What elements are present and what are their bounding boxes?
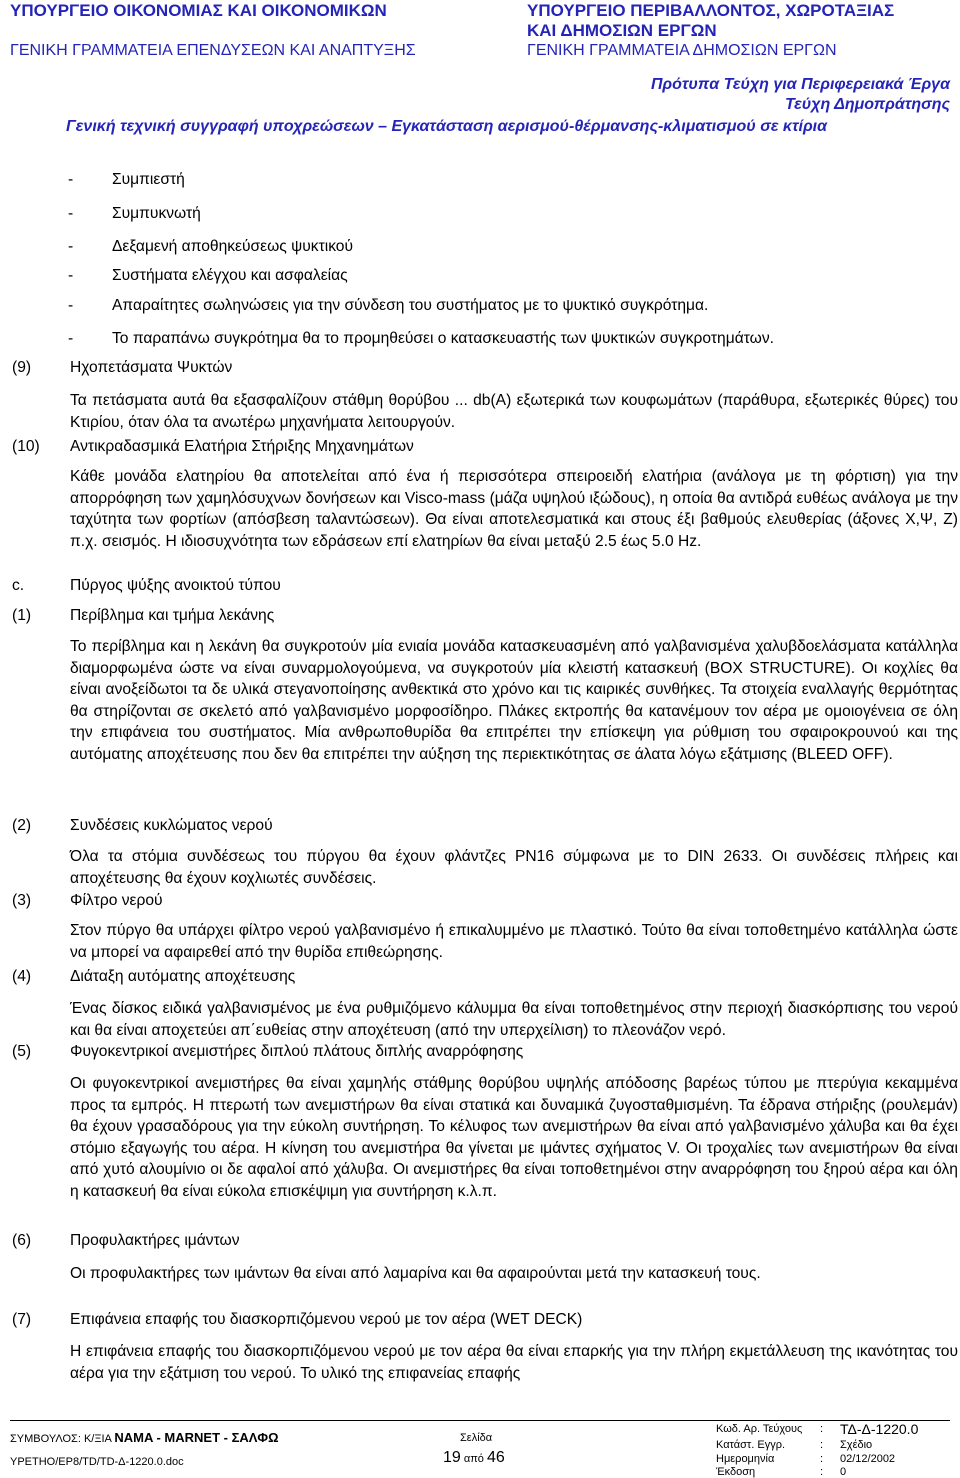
footer-page-current: 19: [443, 1449, 461, 1466]
section-body: Κάθε μονάδα ελατηρίου θα αποτελείται από ένα ή περισσότερα σπειροειδή ελατήρια (ανάλογα με τη φόρτιση) για την απορρόφηση των χαμηλόσυχνων δονήσεων και Visco-mass (μάζα υψηλού ιξώδους), η οποία θα αντιδρά ευθέως ανάλογα με την ταχύτητα των φορτίων (απόσβεση ταλαντώσεων). Θα είναι αποτελεσματικά και στους έξι βαθμούς ελευθερίας (άξονες Χ,Ψ, Ζ) π.χ. σεισμός. Η ιδιοσυχνότητα των εδράσεων επί ελατηρίων θα είναι μεταξύ 2.5 έως 5.0 Hz.: [70, 468, 958, 550]
footer-doc-file: ΥΡΕΤΗΟ/ΕΡ8/TD/TD-Δ-1220.0.doc: [10, 1456, 184, 1468]
dash-bullet: -: [68, 238, 74, 255]
section-title: Διάταξη αυτόματης αποχέτευσης: [70, 968, 296, 985]
footer-advisor-label: ΣΥΜΒΟΥΛΟΣ: Κ/ΞΙΑ: [10, 1433, 112, 1445]
section-number: (5): [12, 1043, 32, 1060]
section-number: (4): [12, 968, 32, 985]
section-title: Αντικραδασμικά Ελατήρια Στήριξης Μηχανημάτων: [70, 438, 414, 455]
dash-item: Απαραίτητες σωληνώσεις για την σύνδεση του συστήματος με το ψυκτικό συγκρότημα.: [112, 297, 709, 314]
footer-page-of: από: [463, 1453, 484, 1465]
section-body: Η επιφάνεια επαφής του διασκορπιζόμενου νερού με τον αέρα θα είναι επαρκής για την πλήρη εκμετάλλευση της ικανότητας του αέρα για την εξάτμιση του νερού. Το υλικό της επιφανείας επαφής: [70, 1343, 958, 1382]
footer-page-number: [443, 1449, 505, 1467]
dash-item: Συστήματα ελέγχου και ασφαλείας: [112, 267, 348, 284]
dash-item: Συμπιεστή: [112, 171, 185, 188]
footer-advisor-name: NAMA - MARNET - ΣΑΛΦΩ: [114, 1430, 279, 1445]
section-body: Οι προφυλακτήρες των ιμάντων θα είναι από λαμαρίνα και θα αφαιρούνται μετά την κατασκευή τους.: [70, 1265, 761, 1282]
section-body: Τα πετάσματα αυτά θα εξασφαλίζουν στάθμη θορύβου ... db(A) εξωτερικά των κουφωμάτων (παράθυρα, εξωτερικές θύρες) του Κτιρίου, όταν όλα τα ανωτέρω μηχανήματα λειτουργούν.: [70, 392, 958, 431]
section-body: Όλα τα στόμια συνδέσεως του πύργου θα έχουν φλάντζες PN16 σύμφωνα με το DIN 2633. Οι συνδέσεις πλήρεις και αποχέτευσης θα έχουν κοχλιωτές συνδέσεις.: [70, 848, 958, 887]
footer-meta-label: Έκδοση: [716, 1466, 756, 1478]
footer-meta-label: Κατάστ. Εγγρ.: [716, 1439, 786, 1451]
section-number: (3): [12, 892, 32, 909]
section-title: Φίλτρο νερού: [70, 892, 163, 909]
footer-meta-value: 0: [840, 1466, 847, 1478]
section-title: Πύργος ψύξης ανοικτού τύπου: [70, 577, 281, 594]
footer-page-total: 46: [487, 1449, 505, 1466]
footer-meta-value: ΤΔ-Δ-1220.0: [840, 1421, 919, 1437]
section-number: c.: [12, 577, 25, 594]
dash-bullet: -: [68, 297, 74, 314]
footer-divider: [10, 1420, 950, 1421]
dash-item: Δεξαμενή αποθηκεύσεως ψυκτικού: [112, 238, 354, 255]
footer-meta-separator: :: [820, 1423, 824, 1435]
header-ministry-left: ΥΠΟΥΡΓΕΙΟ ΟΙΚΟΝΟΜΙΑΣ ΚΑΙ ΟΙΚΟΝΟΜΙΚΩΝ: [10, 1, 387, 20]
header-document-title: Γενική τεχνική συγγραφή υποχρεώσεων – Εγκατάσταση αερισμού-θέρμανσης-κλιματισμού σε κτίρια: [66, 118, 828, 135]
footer-meta-value: 02/12/2002: [840, 1453, 896, 1465]
section-number: (9): [12, 359, 32, 376]
header-secretariat-left: ΓΕΝΙΚΗ ΓΡΑΜΜΑΤΕΙΑ ΕΠΕΝΔΥΣΕΩΝ ΚΑΙ ΑΝΑΠΤΥΞΗΣ: [10, 42, 416, 59]
section-body: Το περίβλημα και η λεκάνη θα συγκροτούν μία ενιαία μονάδα κατασκευασμένη από γαλβανισμένα χαλυβδοελάσματα κατάλληλα διαμορφωμένα ώστε να είναι συναρμολογούμενα, να συγκροτούν μία κλειστή κατασκευή (BOX STRUCTURE). Οι κοχλίες θα είναι ανοξείδωτοι τα δε υλικά στεγανοποίησης ανθεκτικά στο χρόνο και τις καιρικές συνθήκες. Τα στοιχεία εναλλαγής θερμότητας θα στηρίζονται σε σκελετό από γαλβανισμένο μορφοσίδηρο. Πλάκες εκτροπής θα κατανέμουν τον αέρα με ομοιογένεια σε όλη την επιφάνεια του συστήματος. Μία ανθρωποθυρίδα θα επιτρέπει την επίσκεψη για ρύθμιση του σφαιροκρουνού και της αυτόματης αποχέτευσης που δεν θα επιτρέπει την αύξηση της περιεκτικότητας σε άλατα λόγω εξάτμισης (BLEED OFF).: [70, 638, 958, 763]
footer-meta-separator: :: [820, 1453, 824, 1465]
header-ministry-right-line1: ΥΠΟΥΡΓΕΙΟ ΠΕΡΙΒΑΛΛΟΝΤΟΣ, ΧΩΡΟΤΑΞΙΑΣ: [527, 1, 895, 20]
dash-bullet: -: [68, 330, 74, 347]
section-body: Ένας δίσκος ειδικά γαλβανισμένος με ένα ρυθμιζόμενο κάλυμμα θα είναι τοποθετημένος στην περιοχή διασκόρπισης του νερού και θα είναι αποχετεύει απ΄ευθείας στην αποχέτευση (από την υπερχείλιση) το πλεονάζον νερό.: [70, 1000, 958, 1039]
section-body: Στον πύργο θα υπάρχει φίλτρο νερού γαλβανισμένο ή επικαλυμμένο με πλαστικό. Τούτο θα είναι τοποθετημένο κατάλληλα ώστε να μπορεί να αφαιρεθεί από την θυρίδα επιθεώρησης.: [70, 922, 958, 961]
footer-meta-value: Σχέδιο: [840, 1439, 873, 1451]
footer-meta-label: Ημερομηνία: [716, 1453, 775, 1465]
section-number: (7): [12, 1311, 32, 1328]
section-title: Προφυλακτήρες ιμάντων: [70, 1232, 240, 1249]
header-ministry-right-line2: ΚΑΙ ΔΗΜΟΣΙΩΝ ΕΡΓΩΝ: [527, 21, 717, 40]
footer-meta-separator: :: [820, 1439, 824, 1451]
section-title: Ηχοπετάσματα Ψυκτών: [70, 359, 233, 376]
section-number: (10): [12, 438, 40, 455]
section-number: (6): [12, 1232, 32, 1249]
section-title: Φυγοκεντρικοί ανεμιστήρες διπλού πλάτους διπλής αναρρόφησης: [70, 1043, 524, 1060]
footer-page-label: Σελίδα: [460, 1432, 493, 1444]
dash-bullet: -: [68, 205, 74, 222]
section-body: Οι φυγοκεντρικοί ανεμιστήρες θα είναι χαμηλής στάθμης θορύβου υψηλής απόδοσης βαρέως τύπου με πτερύγια κεκαμμένα προς τα εμπρός. Η πτερωτή των ανεμιστήρων θα είναι στατικά και δυναμικά ζυγοσταθμισμένη. Τα έδρανα στήριξης (ρουλεμάν) θα έχουν γρασαδόρους για την εύκολη συντήρηση. Το κέλυφος των ανεμιστήρων θα είναι από γαλβανισμένο χάλυβα και θα έχει στόμιο εξαγωγής του αέρα. Η κίνηση του ανεμιστήρα θα γίνεται με ιμάντες σχήματος V. Οι τροχαλίες των ανεμιστήρων θα είναι από χυτό αλουμίνιο οι δε αφαλοί από χάλυβα. Οι ανεμιστήρες θα είναι τοποθετημένοι στην αναρρόφηση του ξηρού αέρα και όλη η κατασκευή θα είναι εύκολα επισκέψιμη για συντήρηση κ.λ.π.: [70, 1075, 958, 1200]
dash-bullet: -: [68, 171, 74, 188]
footer-meta-label: Κωδ. Αρ. Τεύχους: [716, 1423, 803, 1435]
footer-advisor: [10, 1430, 279, 1445]
header-series: Πρότυπα Τεύχη για Περιφερειακά Έργα: [650, 76, 950, 93]
dash-bullet: -: [68, 267, 74, 284]
footer-meta-separator: :: [820, 1466, 824, 1478]
header-secretariat-right: ΓΕΝΙΚΗ ΓΡΑΜΜΑΤΕΙΑ ΔΗΜΟΣΙΩΝ ΕΡΓΩΝ: [527, 42, 837, 59]
section-number: (2): [12, 817, 32, 834]
section-title: Επιφάνεια επαφής του διασκορπιζόμενου νερού με τον αέρα (WET DECK): [70, 1311, 583, 1328]
dash-item: Το παραπάνω συγκρότημα θα το προμηθεύσει ο κατασκευαστής των ψυκτικών συγκροτημάτων.: [112, 330, 774, 347]
dash-item: Συμπυκνωτή: [112, 205, 201, 222]
section-number: (1): [12, 607, 32, 624]
header-volume: Τεύχη Δημοπράτησης: [784, 96, 950, 113]
section-title: Περίβλημα και τμήμα λεκάνης: [70, 607, 275, 624]
section-title: Συνδέσεις κυκλώματος νερού: [70, 817, 273, 834]
